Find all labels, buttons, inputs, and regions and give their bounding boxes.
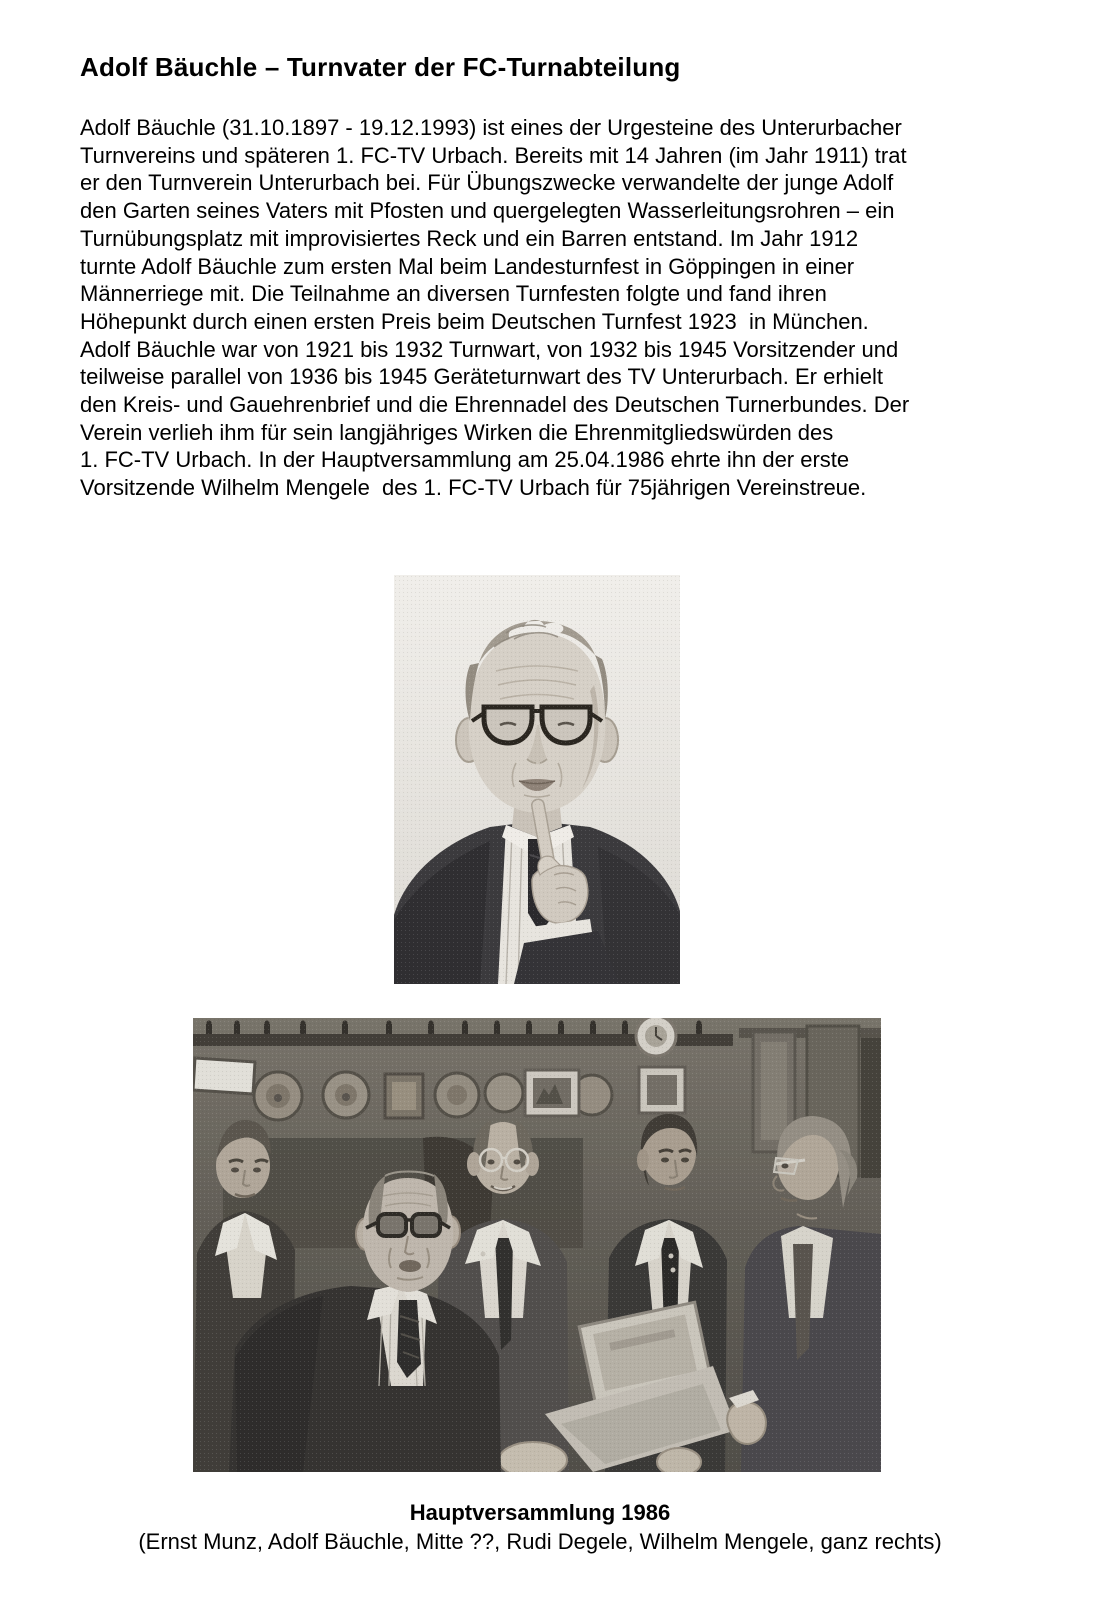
body-line: den Kreis- und Gauehrenbrief und die Ehrennadel des Deutschen Turnerbundes. Der (80, 392, 910, 418)
body-line: er den Turnverein Unterurbach bei. Für Übungszwecke verwandelte der junge Adolf (80, 170, 894, 196)
portrait-photo (394, 575, 680, 984)
photo-caption-names: (Ernst Munz, Adolf Bäuchle, Mitte ??, Rudi Degele, Wilhelm Mengele, ganz rechts) (138, 1529, 942, 1554)
body-line: Adolf Bäuchle war von 1921 bis 1932 Turnwart, von 1932 bis 1945 Vorsitzender und (80, 336, 899, 362)
body-line: turnte Adolf Bäuchle zum ersten Mal beim Landesturnfest in Göppingen in einer (80, 253, 855, 279)
portrait-photo-illustration (394, 575, 680, 984)
body-line: Turnvereins und späteren 1. FC-TV Urbach. Bereits mit 14 Jahren (im Jahr 1911) trat (80, 142, 907, 168)
body-line: Vorsitzende Wilhelm Mengele des 1. FC-TV Urbach für 75jährigen Vereinstreue. (80, 475, 867, 501)
body-line: teilweise parallel von 1936 bis 1945 Geräteturnwart des TV Unterurbach. Er erhielt (80, 364, 884, 390)
page-title: Adolf Bäuchle – Turnvater der FC-Turnabteilung (80, 52, 681, 82)
body-line: 1. FC-TV Urbach. In der Hauptversammlung am 25.04.1986 ehrte ihn der erste (80, 447, 850, 473)
body-line: Adolf Bäuchle (31.10.1897 - 19.12.1993) ist eines der Urgesteine des Unterurbacher (80, 115, 902, 140)
group-photo (193, 1018, 881, 1472)
body-line: Verein verlieh ihm für sein langjähriges Wirken die Ehrenmitgliedswürden des (80, 419, 834, 445)
body-paragraph (80, 114, 909, 502)
photo-caption-title: Hauptversammlung 1986 (409, 1500, 671, 1525)
body-line: Männerriege mit. Die Teilnahme an diversen Turnfesten folgte und fand ihren (80, 281, 827, 307)
body-line: Höhepunkt durch einen ersten Preis beim Deutschen Turnfest 1923 in München. (80, 308, 869, 334)
group-photo-illustration (193, 1018, 881, 1472)
body-line: Turnübungsplatz mit improvisiertes Reck und ein Barren entstand. Im Jahr 1912 (80, 225, 859, 251)
body-line: den Garten seines Vaters mit Pfosten und quergelegten Wasserleitungsrohren – ein (80, 198, 895, 224)
